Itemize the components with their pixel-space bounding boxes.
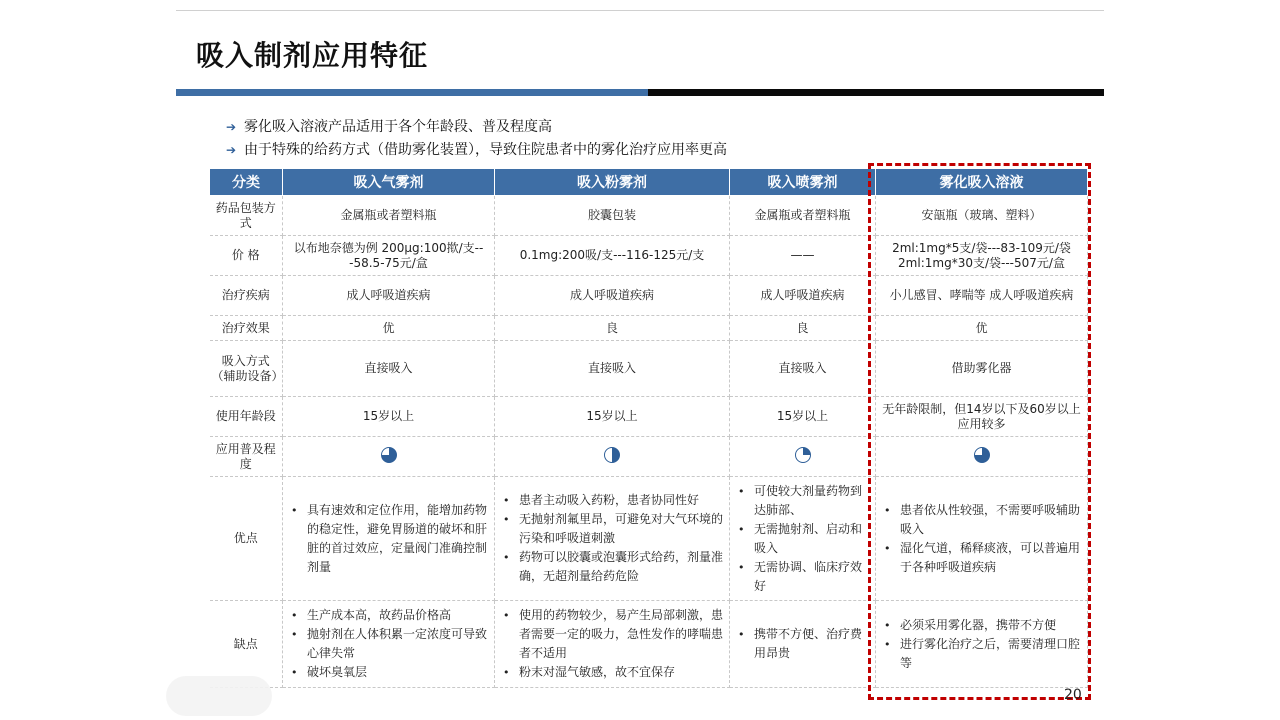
table-cell: 15岁以上 xyxy=(283,397,495,437)
list-item: • 药物可以胶囊或泡囊形式给药，剂量准确，无超剂量给药危险 xyxy=(519,548,723,586)
adoption-pie-icon xyxy=(604,447,620,463)
summary-bullet: ➔ 由于特殊的给药方式（借助雾化装置），导致住院患者中的雾化治疗应用率更高 xyxy=(226,139,727,162)
table-cell xyxy=(495,437,730,477)
row-label: 治疗效果 xyxy=(210,316,283,341)
list-item: • 无需协调、临床疗效好 xyxy=(754,558,869,596)
table-cell: 优 xyxy=(876,316,1088,341)
list-item: • 抛射剂在人体积累一定浓度可导致心律失常 xyxy=(307,625,488,663)
table-cell xyxy=(730,437,876,477)
arrow-bullet-icon: ➔ xyxy=(226,120,237,134)
list-item: • 无需抛射剂、启动和吸入 xyxy=(754,520,869,558)
list-item: • 携带不方便、治疗费用昂贵 xyxy=(754,625,869,663)
table-cell: 直接吸入 xyxy=(730,341,876,397)
page-number: 20 xyxy=(1064,687,1082,703)
title-underline-black xyxy=(648,89,1104,96)
list-item: • 破坏臭氧层 xyxy=(307,663,488,682)
pros-cell xyxy=(283,477,495,601)
row-label: 使用年龄段 xyxy=(210,397,283,437)
list-item: • 生产成本高，故药品价格高 xyxy=(307,606,488,625)
row-label: 缺点 xyxy=(210,601,283,688)
highlight-dashed-box xyxy=(868,163,1091,700)
list-item: • 湿化气道，稀释痰液，可以普遍用于各种呼吸道疾病 xyxy=(900,539,1081,577)
header-dry-powder: 吸入粉雾剂 xyxy=(495,169,730,196)
list-item: • 使用的药物较少，易产生局部刺激，患者需要一定的吸力，急性发作的哮喘患者不适用 xyxy=(519,606,723,663)
slide-title: 吸入制剂应用特征 xyxy=(196,39,429,72)
table-cell: 直接吸入 xyxy=(283,341,495,397)
list-item: • 必须采用雾化器，携带不方便 xyxy=(900,616,1081,635)
table-cell: 直接吸入 xyxy=(495,341,730,397)
row-label: 价 格 xyxy=(210,236,283,276)
header-category: 分类 xyxy=(210,169,283,196)
table-cell: 良 xyxy=(495,316,730,341)
table-cell: 小儿感冒、哮喘等 成人呼吸道疾病 xyxy=(876,276,1088,316)
table-cell: 优 xyxy=(283,316,495,341)
cons-cell xyxy=(283,601,495,688)
header-spray: 吸入喷雾剂 xyxy=(730,169,876,196)
pros-cell xyxy=(495,477,730,601)
list-item: • 患者依从性较强，不需要呼吸辅助吸入 xyxy=(900,501,1081,539)
table-cell: 借助雾化器 xyxy=(876,341,1088,397)
row-label: 吸入方式（辅助设备） xyxy=(210,341,283,397)
pros-cell xyxy=(730,477,876,601)
list-item: • 可使较大剂量药物到达肺部、 xyxy=(754,482,869,520)
list-item: • 粉末对湿气敏感，故不宜保存 xyxy=(519,663,723,682)
title-underline-blue xyxy=(176,89,648,96)
cons-cell xyxy=(730,601,876,688)
top-divider xyxy=(176,10,1104,11)
row-label: 治疗疾病 xyxy=(210,276,283,316)
header-aerosol: 吸入气雾剂 xyxy=(283,169,495,196)
list-item: • 具有速效和定位作用，能增加药物的稳定性，避免胃肠道的破坏和肝脏的首过效应，定量阀门准确控制剂量 xyxy=(307,501,488,577)
header-nebulizer-solution: 雾化吸入溶液 xyxy=(876,169,1088,196)
table-cell xyxy=(283,437,495,477)
row-label: 药品包装方式 xyxy=(210,196,283,236)
cons-cell xyxy=(495,601,730,688)
summary-bullet: ➔ 雾化吸入溶液产品适用于各个年龄段、普及程度高 xyxy=(226,116,727,139)
arrow-bullet-icon: ➔ xyxy=(226,143,237,157)
table-cell: 金属瓶或者塑料瓶 xyxy=(730,196,876,236)
table-cell: —— xyxy=(730,236,876,276)
table-cell: 成人呼吸道疾病 xyxy=(730,276,876,316)
row-label: 优点 xyxy=(210,477,283,601)
table-cell: 2ml:1mg*5支/袋---83-109元/袋 2ml:1mg*30支/袋---507元/盒 xyxy=(876,236,1088,276)
table-cell: 15岁以上 xyxy=(495,397,730,437)
summary-bullets xyxy=(226,116,727,162)
table-cell: 无年龄限制，但14岁以下及60岁以上应用较多 xyxy=(876,397,1088,437)
list-item: • 患者主动吸入药粉，患者协同性好 xyxy=(519,491,723,510)
faded-logo xyxy=(166,676,272,716)
table-cell: 金属瓶或者塑料瓶 xyxy=(283,196,495,236)
adoption-pie-icon xyxy=(795,447,811,463)
list-item: • 进行雾化治疗之后，需要清理口腔等 xyxy=(900,635,1081,673)
table-cell: 15岁以上 xyxy=(730,397,876,437)
table-cell: 0.1mg:200吸/支---116-125元/支 xyxy=(495,236,730,276)
table-cell: 良 xyxy=(730,316,876,341)
list-item: • 无抛射剂氟里昂，可避免对大气环境的污染和呼吸道刺激 xyxy=(519,510,723,548)
adoption-pie-icon xyxy=(381,447,397,463)
row-label: 应用普及程度 xyxy=(210,437,283,477)
table-cell: 胶囊包装 xyxy=(495,196,730,236)
table-cell: 成人呼吸道疾病 xyxy=(495,276,730,316)
table-cell: 以布地奈德为例 200μg:100揿/支---58.5-75元/盒 xyxy=(283,236,495,276)
table-cell: 安瓿瓶（玻璃、塑料） xyxy=(876,196,1088,236)
table-cell: 成人呼吸道疾病 xyxy=(283,276,495,316)
